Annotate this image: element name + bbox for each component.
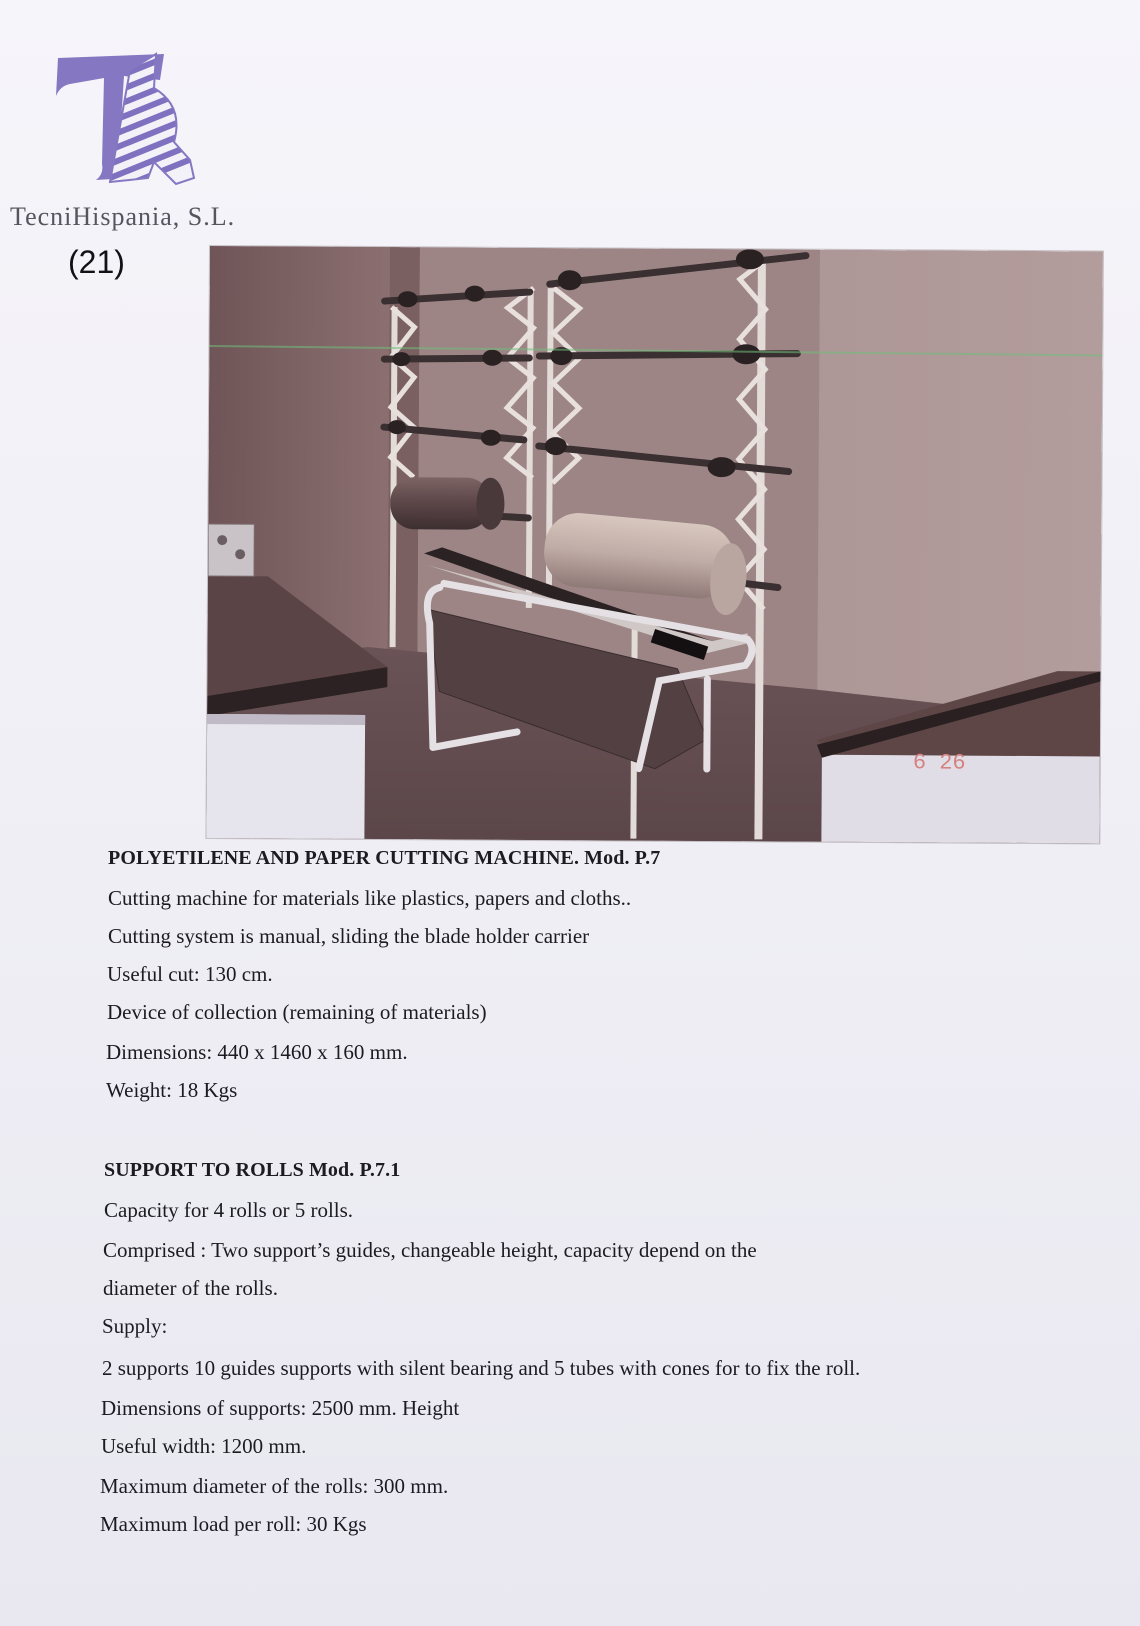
product-1-line: Useful cut: 130 cm. <box>107 962 273 986</box>
product-1-line: Cutting system is manual, sliding the blade holder carrier <box>108 924 590 948</box>
product-2-line: Supply: <box>102 1314 168 1338</box>
product-2-line: Capacity for 4 rolls or 5 rolls. <box>104 1198 354 1222</box>
product-photo <box>206 246 1103 843</box>
product-1-line: Dimensions: 440 x 1460 x 160 mm. <box>106 1040 408 1064</box>
product-2-line: 2 supports 10 guides supports with silent bearing and 5 tubes with cones for to fix the roll. <box>102 1356 861 1380</box>
product-1-line: Cutting machine for materials like plastics, papers and cloths.. <box>108 886 632 910</box>
product-2-line: Dimensions of supports: 2500 mm. Height <box>101 1396 460 1420</box>
tecnihispania-logo <box>52 50 212 200</box>
company-name: TecniHispania, S.L. <box>10 202 236 231</box>
product-2-line: Maximum diameter of the rolls: 300 mm. <box>100 1474 449 1498</box>
product-1-title: POLYETILENE AND PAPER CUTTING MACHINE. Mod. P.7 <box>108 847 661 869</box>
product-2-line: Comprised : Two support’s guides, changeable height, capacity depend on the <box>103 1238 757 1262</box>
photo-date-stamp: 6 26 <box>912 750 966 776</box>
product-2-line: Useful width: 1200 mm. <box>101 1434 307 1458</box>
product-1-line: Device of collection (remaining of materials) <box>107 1000 487 1024</box>
product-1-line: Weight: 18 Kgs <box>106 1078 238 1102</box>
product-2-title: SUPPORT TO ROLLS Mod. P.7.1 <box>104 1159 401 1181</box>
product-2-line: Maximum load per roll: 30 Kgs <box>100 1512 367 1536</box>
product-2-line: diameter of the rolls. <box>103 1276 278 1300</box>
page-number: (21) <box>68 244 125 280</box>
